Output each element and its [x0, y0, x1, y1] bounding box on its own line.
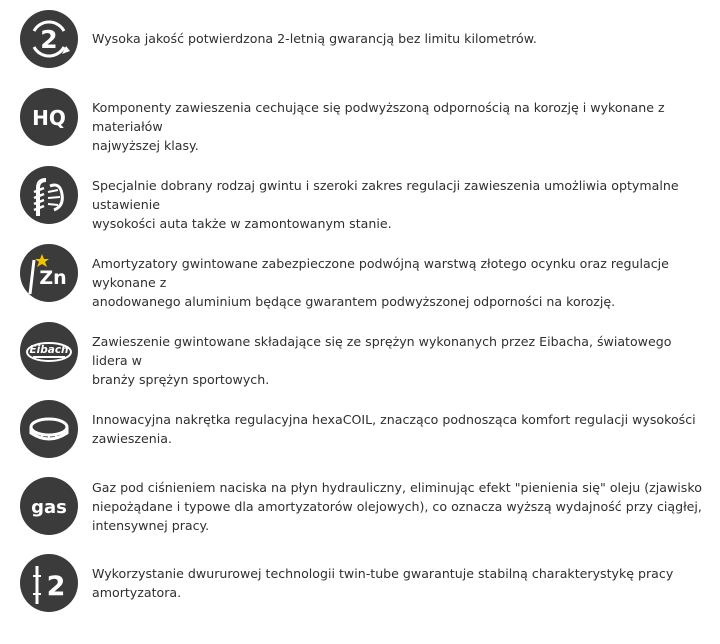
feature-text-line: Innowacyjna nakrętka regulacyjna hexaCOIL, znacząco podnosząca komfort regulacji wysokości: [92, 412, 696, 427]
star-icon: [35, 254, 49, 267]
feature-text-line: Amortyzatory gwintowane zabezpieczone podwójną warstwą złotego ocynku oraz regulacje wykonane z: [92, 256, 669, 290]
feature-text-line: zawieszenia.: [92, 431, 172, 446]
feature-text-line: najwyższej klasy.: [92, 138, 199, 153]
svg-text:2: 2: [40, 25, 58, 54]
svg-text:gas: gas: [31, 497, 67, 518]
feature-text-line: intensywnej pracy.: [92, 518, 210, 533]
svg-text:Eibach: Eibach: [29, 344, 69, 356]
feature-text-line: Wykorzystanie dwururowej technologii twin-tube gwarantuje stabilną charakterystykę pracy: [92, 566, 674, 581]
twin-tube-icon: [20, 554, 78, 612]
feature-text-line: niepożądane i typowe dla amortyzatorów olejowych), co oznacza wyższą wydajność przy ciągłej,: [92, 499, 702, 514]
feature-text-line: amortyzatora.: [92, 585, 182, 600]
eibach-logo-icon: [20, 322, 78, 380]
hq-icon: [20, 88, 78, 146]
thread-adjustment-icon: [20, 166, 78, 224]
feature-text-line: Wysoka jakość potwierdzona 2-letnią gwarancją bez limitu kilometrów.: [92, 31, 537, 46]
feature-text-line: branży sprężyn sportowych.: [92, 372, 270, 387]
svg-text:2: 2: [46, 571, 66, 602]
feature-text-line: Komponenty zawieszenia cechujące się podwyższoną odpornością na korozję i wykonane z materiałów: [92, 100, 665, 134]
hexacoil-nut-icon: [20, 400, 78, 458]
zinc-coating-icon: [20, 244, 78, 302]
feature-text-line: Zawieszenie gwintowane składające się ze sprężyn wykonanych przez Eibacha, światowego lidera w: [92, 334, 672, 368]
two-year-warranty-icon: [20, 10, 78, 68]
feature-text-line: wysokości auta także w zamontowanym stanie.: [92, 216, 392, 231]
gas-pressure-icon: [20, 477, 78, 535]
svg-text:Zn: Zn: [39, 267, 67, 289]
feature-text-line: Specjalnie dobrany rodzaj gwintu i szeroki zakres regulacji zawieszenia umożliwia optymalne ustawienie: [92, 178, 679, 212]
feature-text-line: Gaz pod ciśnieniem naciska na płyn hydrauliczny, eliminując efekt "pienienia się" oleju (zjawisko: [92, 480, 702, 495]
feature-text-line: anodowanego aluminium będące gwarantem podwyższonej odporności na korozję.: [92, 294, 616, 309]
svg-text:HQ: HQ: [32, 106, 66, 130]
